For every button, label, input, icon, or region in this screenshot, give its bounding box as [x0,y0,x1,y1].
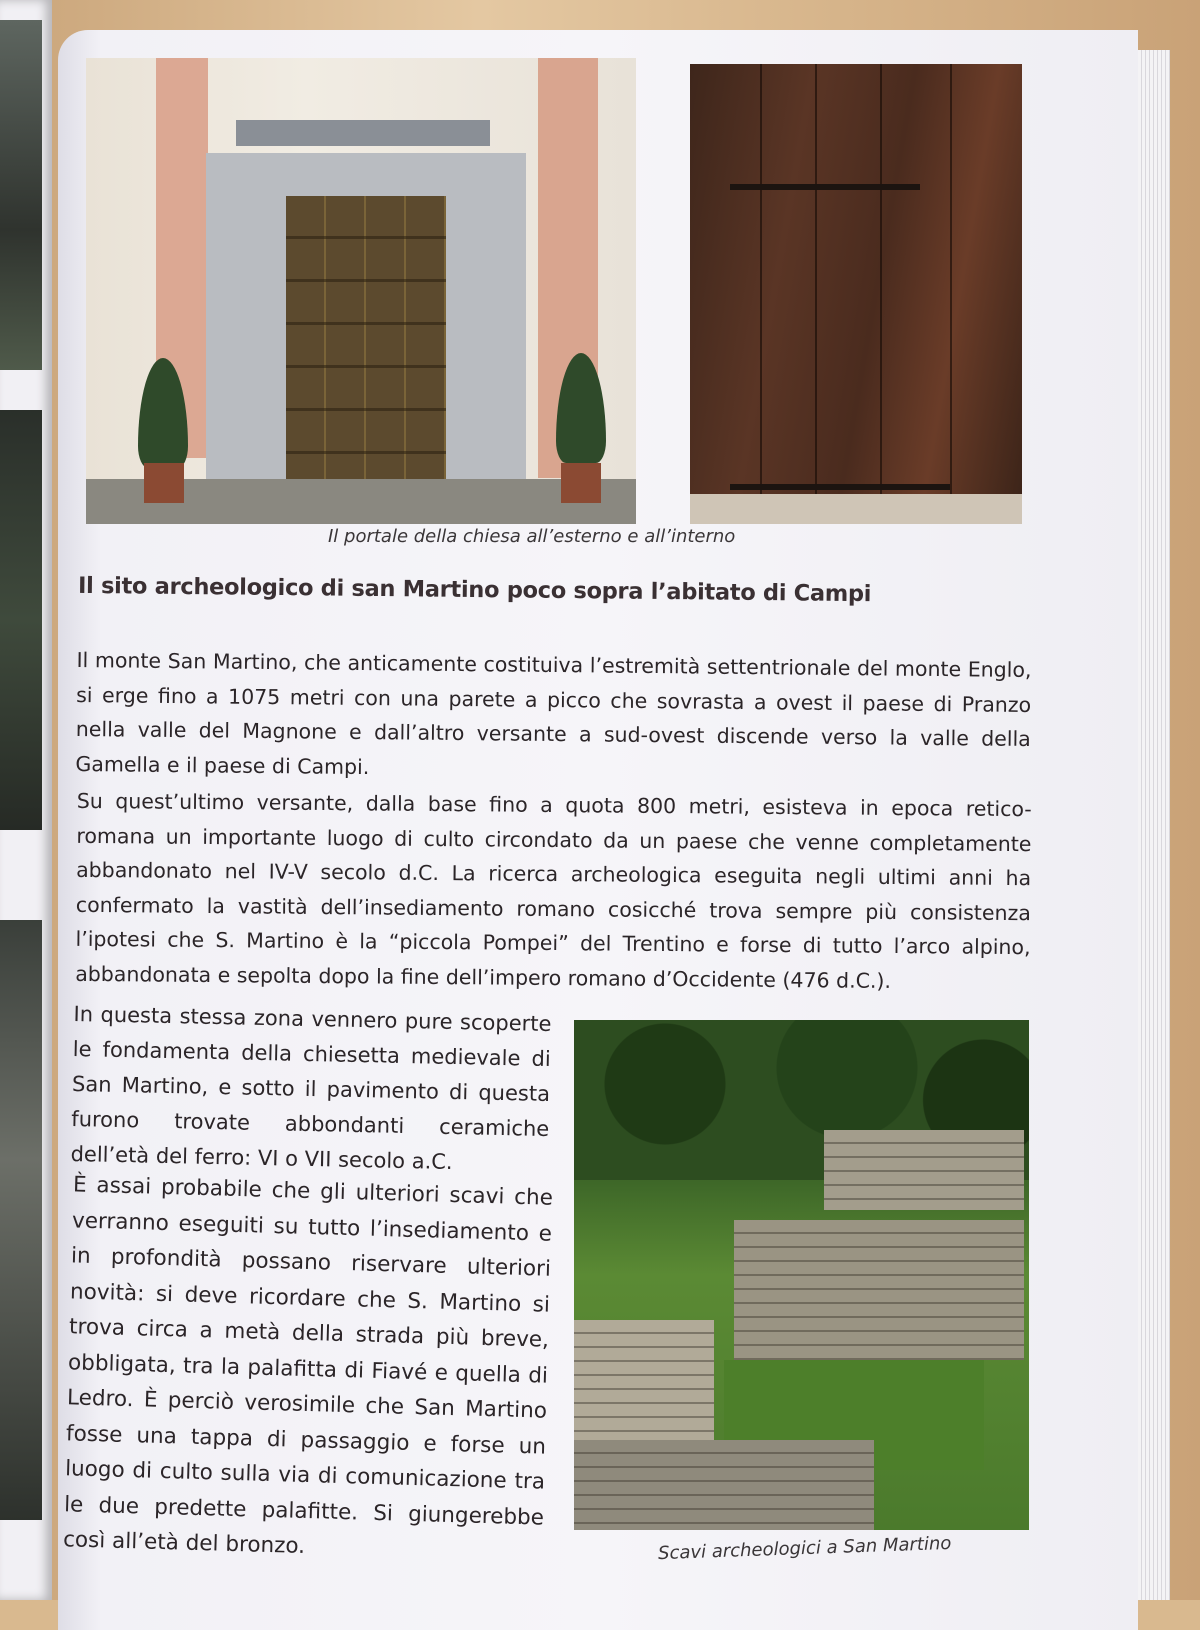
facing-page-edge [0,0,52,1600]
portal-interior-photo [690,64,1022,524]
paragraph: Su quest’ultimo versante, dalla base fino a quota 800 metri, esisteva in epoca retico-romana un importante luogo di culto circondato da un paese che venne completamente abbandonato nel IV-V secolo d.C. La ricerca archeologica eseguita negli ultimi anni ha confermato la vastità dell’insediamento romano cosicché trova sempre più consistenza l’ipotesi che S. Martino è la “piccola Pompei” del Trentino e forse di tutto l’arco alpino, abbandonata e sepolta dopo la fine dell’impero romano d’Occidente (476 d.C.). [75,788,1032,993]
paragraph: Il monte San Martino, che anticamente costituiva l’estremità settentrionale del monte Englo, si erge fino a 1075 metri con una parete a picco che sovrasta a ovest il paese di Pranzo nella valle del Magnone e dall’altro versante a sud-ovest discende verso la valle della Gamella e il paese di Campi. [75,648,1032,779]
photo-caption: Scavi archeologici a San Martino [657,1532,952,1565]
archaeological-site-photo [574,1020,1029,1530]
section-heading: Il sito archeologico di san Martino poco sopra l’abitato di Campi [77,572,872,608]
paragraph: È assai probabile che gli ulteriori scavi che verranno eseguiti su tutto l’insediamento e in profondità possano riservare ulteriori novità: si deve ricordare che S. Martino si trova circa a metà della strada più breve, obbligata, tra la palafitta di Fiavé e quella di Ledro. È perciò verosimile che San Martino fosse una tappa di passaggio e forse un luogo di culto sulla via di comunicazione tra le due predette palafitte. Si giungerebbe così all’età del bronzo. [62,1172,554,1559]
book-page [58,30,1138,1630]
paragraph: In questa stessa zona vennero pure scoperte le fondamenta della chiesetta medievale di San Martino, e sotto il pavimento di questa furono trovate abbondanti ceramiche dell’età del ferro: VI o VII secolo a.C. [70,1002,552,1174]
facing-page-photo [0,920,42,1520]
church-door [286,196,446,481]
facing-page-photo [0,410,42,830]
facing-page-photo [0,20,42,370]
portal-exterior-photo [86,58,636,524]
photo-caption: Il portale della chiesa all’esterno e all’interno [328,526,736,547]
